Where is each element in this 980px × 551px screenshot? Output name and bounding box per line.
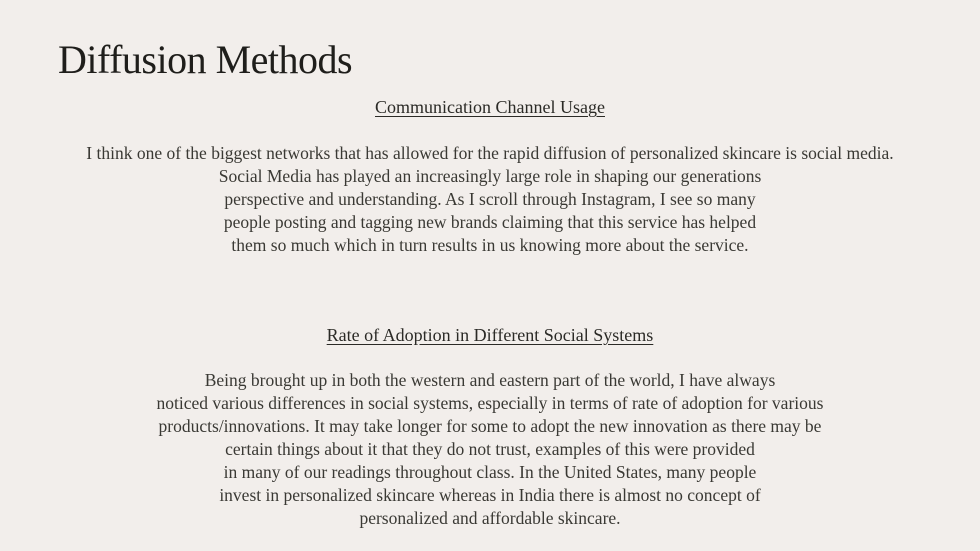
paragraph-line: invest in personalized skincare whereas in India there is almost no concept of (219, 485, 761, 505)
paragraph-line: them so much which in turn results in us knowing more about the service. (231, 235, 749, 255)
paragraph-communication-channel-usage (0, 142, 980, 257)
paragraph-line: perspective and understanding. As I scroll through Instagram, I see so many (224, 189, 756, 209)
paragraph-line: Social Media has played an increasingly large role in shaping our generations (218, 166, 762, 186)
paragraph-line: in many of our readings throughout class. In the United States, many people (223, 462, 757, 482)
section-heading-communication-channel-usage: Communication Channel Usage (375, 97, 605, 117)
paragraph-line: products/innovations. It may take longer for some to adopt the new innovation as there may be (158, 416, 822, 436)
paragraph-line: certain things about it that they do not trust, examples of this were provided (225, 439, 755, 459)
paragraph-rate-of-adoption (0, 369, 980, 530)
paragraph-line: Being brought up in both the western and eastern part of the world, I have always (204, 370, 776, 390)
paragraph-line: personalized and affordable skincare. (359, 508, 621, 528)
slide-title: Diffusion Methods (58, 37, 353, 82)
paragraph-line: people posting and tagging new brands claiming that this service has helped (223, 212, 757, 232)
paragraph-line: noticed various differences in social systems, especially in terms of rate of adoption for various (156, 393, 824, 413)
paragraph-line: I think one of the biggest networks that has allowed for the rapid diffusion of personalized skincare is social media. (86, 143, 894, 163)
section-heading-rate-of-adoption: Rate of Adoption in Different Social Systems (326, 325, 654, 345)
